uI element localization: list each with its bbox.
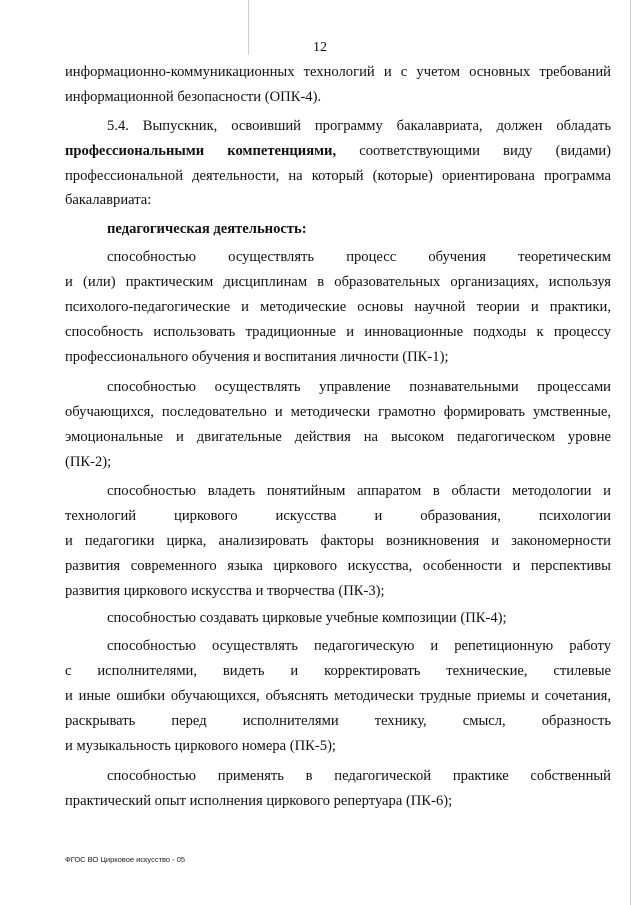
page-footer: ФГОС ВО Цирковое искусство - 05 (65, 855, 186, 864)
body-line: способностью осуществлять педагогическую и репетиционную работу (107, 638, 611, 654)
scan-line-right (630, 0, 631, 905)
line-rest: соответствующими виду (видами) (336, 143, 611, 159)
body-line: обучающихся, последовательно и методически грамотно формировать умственные, (65, 404, 611, 420)
body-line: профессионального обучения и воспитания личности (ПК-1); (65, 349, 449, 365)
body-line: информационной безопасности (ОПК-4). (65, 89, 322, 105)
body-line: с исполнителями, видеть и корректировать технические, стилевые (65, 663, 611, 679)
body-line: психолого-педагогические и методические основы научной теории и практики, (65, 299, 611, 315)
body-line: способностью осуществлять процесс обучения теоретическим (107, 249, 611, 265)
body-line: способностью создавать цирковые учебные композиции (ПК-4); (107, 610, 507, 626)
body-line: эмоциональные и двигательные действия на высоком педагогическом уровне (65, 429, 611, 445)
body-line: и педагогики цирка, анализировать факторы возникновения и закономерности (65, 533, 611, 549)
body-line (65, 142, 611, 160)
body-line: 5.4. Выпускник, освоивший программу бакалавриата, должен обладать (107, 118, 611, 134)
section-heading: педагогическая деятельность: (107, 221, 307, 237)
body-line: информационно-коммуникационных технологий и с учетом основных требований (65, 64, 611, 80)
body-line: способностью применять в педагогической практике собственный (107, 768, 611, 784)
bold-phrase: профессиональными компетенциями, (65, 143, 337, 159)
body-line: раскрывать перед исполнителями технику, смысл, образность (65, 713, 611, 729)
body-line: способностью владеть понятийным аппаратом в области методологии и (107, 483, 611, 499)
body-line: развития циркового искусства и творчества (ПК-3); (65, 583, 385, 599)
body-line: и музыкальность циркового номера (ПК-5); (65, 738, 336, 754)
body-line: способностью осуществлять управление познавательными процессами (107, 379, 611, 395)
body-line: бакалавриата: (65, 192, 152, 208)
body-line: практический опыт исполнения циркового репертуара (ПК-6); (65, 793, 453, 809)
body-line: развития современного языка циркового искусства, особенности и перспективы (65, 558, 611, 574)
body-line: технологий циркового искусства и образования, психологии (65, 508, 611, 524)
body-line: (ПК-2); (65, 454, 112, 470)
body-line: способность использовать традиционные и инновационные подходы к процессу (65, 324, 611, 340)
body-line: и (или) практическим дисциплинам в образовательных организациях, используя (65, 274, 611, 290)
body-line: профессиональной деятельности, на который (которые) ориентирована программа (65, 168, 611, 184)
page-number: 12 (313, 40, 327, 55)
body-line: и иные ошибки обучающихся, объяснять методически трудные приемы и сочетания, (65, 688, 611, 704)
